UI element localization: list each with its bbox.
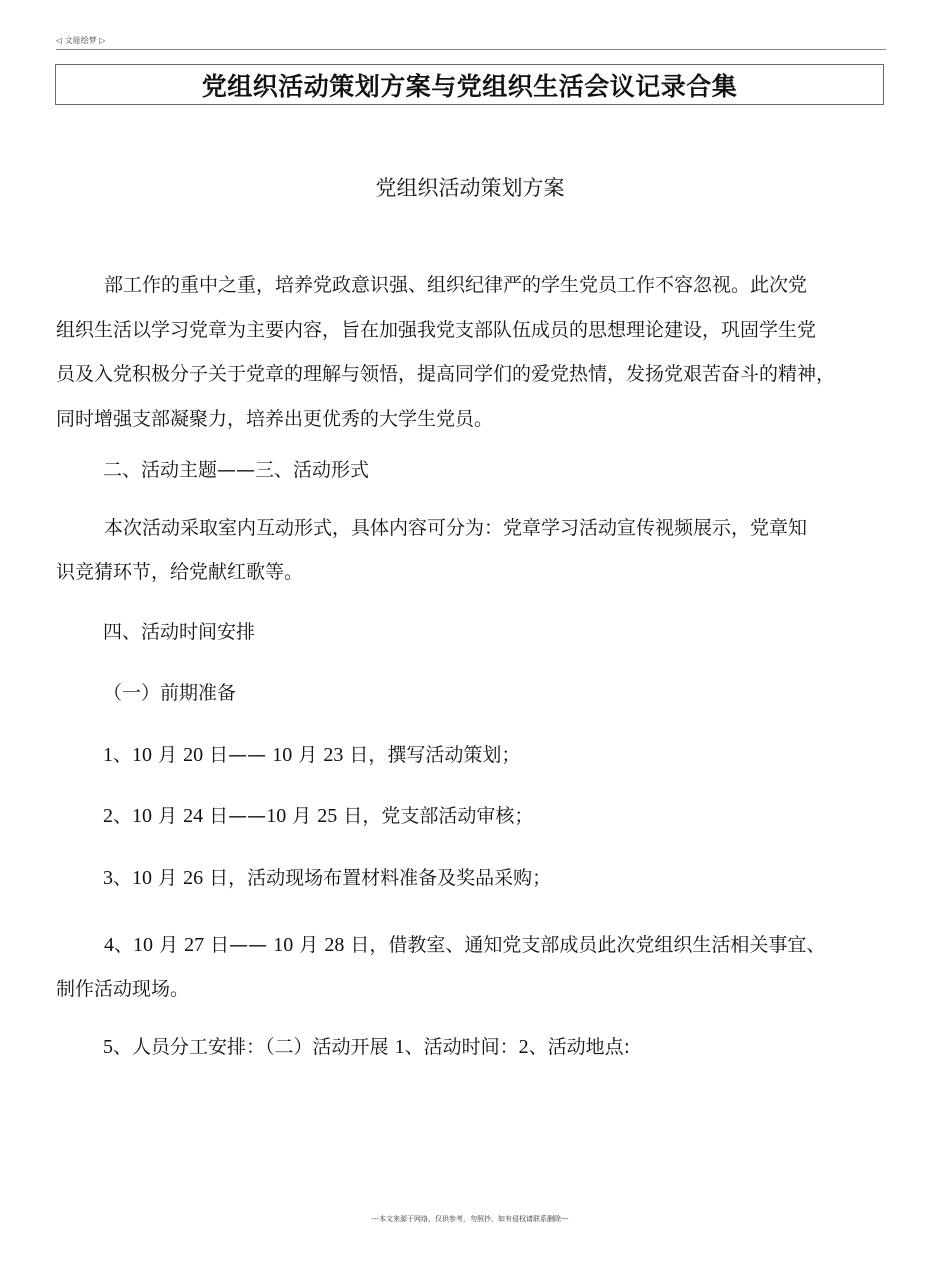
item-text: 日，撰写活动策划； [349,744,521,766]
item-separator: 、 [113,805,133,827]
month-word: 月 [158,867,178,889]
right-triangle-icon: ▷ [99,36,106,45]
month-number: 10 [273,934,294,956]
item-separator: 、 [113,744,133,766]
month-word: 月 [159,934,179,956]
running-head-title: 文能绘梦 [64,36,97,45]
day-word: 日—— [210,934,268,956]
running-header [56,36,886,50]
schedule-item [103,801,533,828]
day-number: 26 [183,867,204,889]
section-title: 党组织活动策划方案 [375,176,565,200]
month-word: 月 [299,934,319,956]
left-triangle-icon: ◁ [56,36,63,45]
schedule-item-continuation: 制作活动现场。 [56,978,190,1000]
item-separator: 、 [113,867,133,889]
intro-line: 部工作的重中之重，培养党政意识强、组织纪律严的学生党员工作不容忽视。此次党 [104,274,808,296]
form-paragraph [56,506,807,594]
document-title-box [55,64,884,105]
staffing-line [103,1032,630,1059]
item-number: 3 [103,867,113,889]
day-word: 日—— [209,805,267,827]
month-number: 10 [266,805,287,827]
month-word: 月 [298,744,318,766]
day-number: 25 [317,805,338,827]
item-text: 日，活动现场布置材料准备及奖品采购； [209,867,552,889]
month-word: 月 [292,805,312,827]
schedule-item-line [56,923,825,967]
day-number: 28 [324,934,345,956]
item-number: 2 [103,805,113,827]
heading-theme-form: 二、活动主题——三、活动形式 [103,459,370,481]
month-number: 10 [133,934,154,956]
month-word: 月 [158,805,178,827]
schedule-item-multiline [56,923,825,1011]
item-separator: 、 [114,934,134,956]
item-text: 、活动时间： [404,1036,519,1058]
intro-line: 组织生活以学习党章为主要内容，旨在加强我党支部队伍成员的思想理论建设，巩固学生党 [56,318,817,341]
intro-line: 同时增强支部凝聚力，培养出更优秀的大学生党员。 [56,407,494,430]
day-number: 20 [183,744,204,766]
item-text: 、人员分工安排：（二）活动开展 [113,1036,389,1058]
day-number: 23 [323,744,344,766]
day-word: 日—— [209,744,267,766]
item-text: 日，党支部活动审核； [343,805,534,827]
day-number: 27 [184,934,205,956]
item-number: 1 [394,1036,405,1058]
item-number: 5 [103,1036,113,1058]
month-number: 10 [132,805,153,827]
form-line: 识竞猜环节，给党献红歌等。 [56,561,304,583]
schedule-item [103,740,520,767]
month-word: 月 [158,744,178,766]
item-number: 1 [103,744,113,766]
running-header-text [56,36,105,46]
item-text: 、活动地点: [528,1036,630,1058]
footer-notice: ---本文来源于网络，仅供参考，勿照抄，如有侵权请联系删除--- [371,1215,569,1223]
month-number: 10 [132,744,153,766]
intro-paragraph [56,263,911,441]
item-text: 日，借教室、通知党支部成员此次党组织生活相关事宜、 [350,934,826,956]
item-number: 4 [104,934,114,956]
intro-line: 员及入党积极分子关于党章的理解与领悟，提高同学们的爱党热情，发扬党艰苦奋斗的精神， [56,363,836,385]
sub-heading-preparation: （一）前期准备 [103,682,237,704]
month-number: 10 [272,744,293,766]
document-title: 党组织活动策划方案与党组织生活会议记录合集 [201,71,738,101]
month-number: 10 [132,867,153,889]
item-number: 2 [518,1036,529,1058]
form-line: 本次活动采取室内互动形式，具体内容可分为：党章学习活动宣传视频展示，党章知 [104,517,808,539]
day-number: 24 [183,805,204,827]
schedule-item [103,863,551,890]
heading-schedule: 四、活动时间安排 [103,621,256,643]
